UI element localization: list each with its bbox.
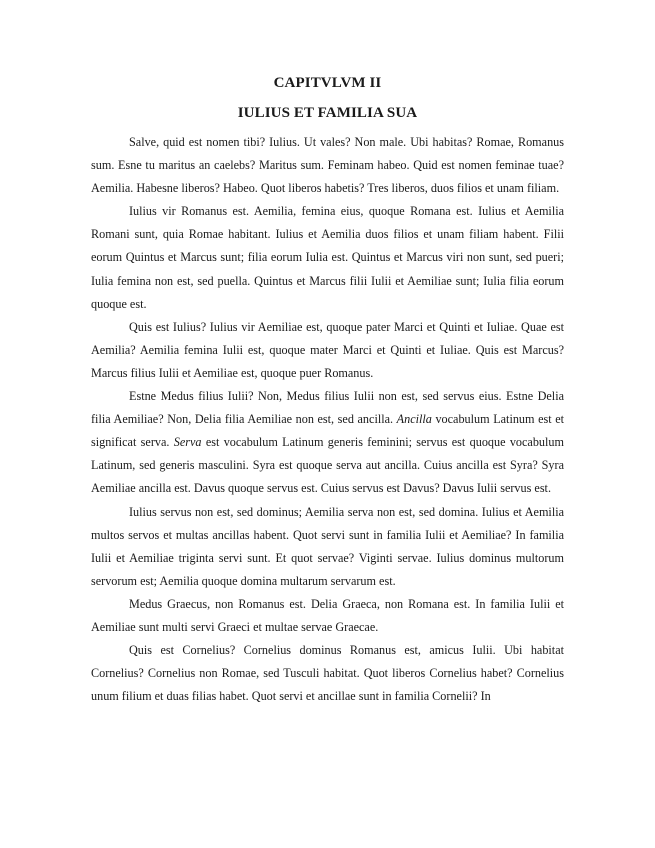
italic-term-serva: Serva bbox=[173, 435, 202, 450]
paragraph-7: Quis est Cornelius? Cornelius dominus Romanus est, amicus Iulii. Ubi habitat Cornelius? Cornelius non Romae, sed Tusculi habitat. Quot liberos Cornelius habet? Cornelius unum filium et duas filias habet. Quot servi et ancillae sunt in familia Cornelii? In bbox=[91, 643, 564, 704]
paragraph-1: Salve, quid est nomen tibi? Iulius. Ut vales? Non male. Ubi habitas? Romae, Romanus sum. Esne tu maritus an caelebs? Maritus sum. Feminam habeo. Quid est nomen feminae tuae? Aemilia. Habesne liberos? Habeo. Quot liberos habetis? Tres liberos, duos filios et unam filiam. bbox=[91, 135, 564, 196]
paragraph-3: Quis est Iulius? Iulius vir Aemiliae est, quoque pater Marci et Quinti et Iuliae. Quae est Aemilia? Aemilia femina Iulii est, quoque mater Marci et Quinti et Iuliae. Quis est Marcus? Marcus filius Iulii et Aemiliae est, quoque puer Romanus. bbox=[91, 319, 564, 380]
paragraph-4-text-c: est vocabulum Latinum generis feminini; servus est quoque vocabulum Latinum, sed generis masculini. Syra est quoque serva aut ancilla. Cuius ancilla est Syra? Syra Aemiliae ancilla est. Davus quoque servus est. Cuius servus est Davus? Davus Iulii servus est. bbox=[91, 435, 564, 496]
paragraph-6: Medus Graecus, non Romanus est. Delia Graeca, non Romana est. In familia Iulii et Aemiliae sunt multi servi Graeci et multae servae Graecae. bbox=[91, 596, 564, 634]
paragraph-4-text-b: vocabulum Latinum est et significat serva. bbox=[91, 412, 565, 450]
italic-term-ancilla: Ancilla bbox=[396, 412, 432, 427]
chapter-heading: CAPITVLVM II bbox=[273, 75, 382, 91]
paragraph-4 bbox=[91, 385, 564, 500]
paragraph-2: Iulius vir Romanus est. Aemilia, femina eius, quoque Romana est. Iulius et Aemilia Romani sunt, quia Romae habitant. Iulius et Aemilia duos filios et unam filiam habent. Filii eorum Quintus et Marcus sunt; filia eorum Iulia est. Quintus et Marcus viri non sunt, sed pueri; Iulia femina non est, sed puella. Quintus et Marcus filii Iulii et Aemiliae sunt; Iulia filia eorum quoque est. bbox=[91, 204, 564, 311]
paragraph-4-text-a: Estne Medus filius Iulii? Non, Medus filius Iulii non est, sed servus eius. Estne Delia filia Aemiliae? Non, Delia filia Aemiliae non est, sed ancilla. bbox=[91, 389, 564, 427]
paragraph-5: Iulius servus non est, sed dominus; Aemilia serva non est, sed domina. Iulius et Aemilia multos servos et multas ancillas habent. Quot servi sunt in familia Iulii et Aemiliae? In familia Iulii et Aemiliae triginta servi sunt. Et quot servae? Viginti servae. Iulius dominus multorum servorum est; Aemilia quoque domina multarum servarum est. bbox=[91, 504, 564, 588]
chapter-title: IULIUS ET FAMILIA SUA bbox=[237, 105, 418, 121]
